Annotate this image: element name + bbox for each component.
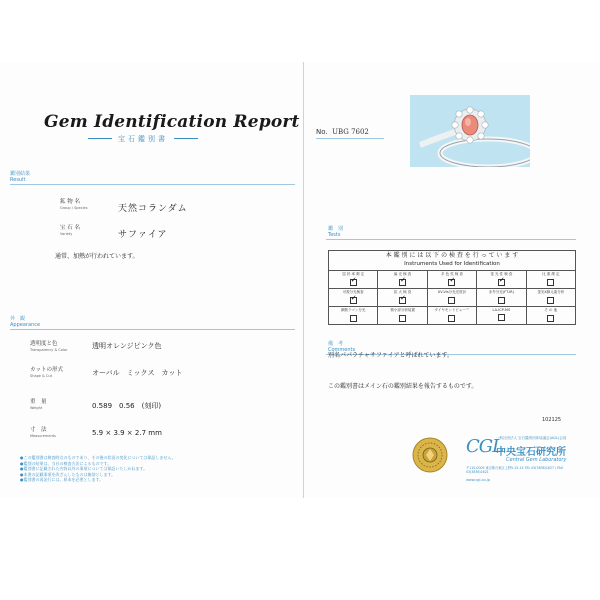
result-divider	[10, 184, 295, 185]
test-checkbox	[350, 279, 357, 286]
test-checkbox	[399, 279, 406, 286]
transparency-label-jp: 透明度と色	[30, 341, 58, 347]
species-value: 天然コランダム	[118, 204, 188, 214]
variety-value: サファイア	[118, 230, 168, 240]
measurements-label-en: Measurements	[30, 434, 56, 438]
report-number-value: UBG 7602	[332, 128, 369, 136]
tests-divider	[326, 239, 576, 240]
measurements-label-jp: 寸 法	[30, 427, 47, 433]
lab-name-jp: 中央宝石研究所	[496, 447, 566, 458]
test-name: 蛍 光 性 検 査	[490, 272, 513, 276]
transparency-label-en: Transparency & Color	[30, 348, 68, 352]
lab-org-line: 一般社団法人 宝石鑑別団体協議会(AGL)会員	[496, 436, 567, 440]
shape-value: オーバル ミックス カット	[92, 369, 183, 377]
appearance-section-label	[10, 316, 40, 328]
tests-table	[328, 270, 576, 325]
test-name: 比 重 測 定	[542, 272, 560, 276]
ring-image	[410, 95, 530, 167]
test-cell	[526, 271, 575, 289]
weight-label-jp: 重 量	[30, 399, 47, 405]
weight-label-en: Weight	[30, 406, 43, 410]
appearance-divider	[10, 329, 295, 330]
variety-label-jp: 宝 石 名	[60, 225, 80, 231]
test-name: 蛍光X線元素分析	[537, 290, 565, 294]
report-number-underline	[316, 138, 384, 139]
appearance-label-jp: 外 観	[10, 316, 26, 322]
test-cell	[526, 289, 575, 307]
test-cell	[477, 307, 526, 325]
measurements-value: 5.9 × 3.9 × 2.7 mm	[92, 429, 162, 437]
test-name: ダイヤモンドビュー™	[434, 308, 470, 312]
test-checkbox	[547, 297, 554, 304]
test-cell	[329, 307, 378, 325]
disclaimer-note: ●鑑別の結果は、当社の検査方法によるものです。	[20, 460, 112, 466]
tests-table-header	[328, 250, 576, 271]
test-cell	[329, 271, 378, 289]
test-checkbox	[498, 279, 505, 286]
gold-seal	[412, 437, 448, 473]
comment-alias: 別名パパラチャサファイアと呼ばれています。	[328, 352, 454, 359]
comments-label-en: Comments	[328, 347, 356, 353]
test-name: 顕微ラマン分光	[340, 308, 366, 312]
result-label-jp: 鑑別結果	[10, 171, 31, 177]
test-checkbox	[547, 315, 554, 322]
comments-label-jp: 備 考	[328, 341, 344, 347]
treatment-text: 通常、加熱が行われています。	[55, 253, 139, 260]
disclaimer-note: ●本書の記載事項を改ざんしたものは無効とします。	[20, 471, 116, 477]
test-checkbox	[498, 297, 505, 304]
test-name: 拡 大 検 査	[393, 290, 412, 294]
seal-icon	[412, 437, 448, 473]
tests-section-label	[328, 226, 343, 238]
test-cell	[329, 289, 378, 307]
disclaimer-note: ●この鑑別書は検査時点のものであり、その後の状況の変化については保証しません。	[20, 455, 176, 460]
tests-header-jp: 本 鑑 別 に は 以 下 の 検 査 を 行 っ て い ま す	[385, 252, 519, 259]
weight-label	[30, 399, 47, 411]
test-checkbox	[547, 279, 554, 286]
test-cell	[378, 289, 427, 307]
table-row	[329, 289, 576, 307]
result-section-label	[10, 171, 30, 183]
tests-label-jp: 鑑 別	[328, 226, 344, 232]
test-cell	[526, 307, 575, 325]
shape-label	[30, 367, 63, 379]
result-label-en: Result	[10, 177, 26, 183]
test-cell	[427, 271, 476, 289]
transparency-value: 透明オレンジピンク色	[92, 342, 162, 350]
lab-logo: CGL	[466, 436, 504, 457]
test-cell	[378, 271, 427, 289]
test-name: 赤外分光(FT-IR)	[488, 290, 514, 294]
test-checkbox	[399, 315, 406, 322]
test-name: 微小部分析装置	[390, 308, 415, 312]
report-number-label: No.	[316, 128, 328, 136]
comment-main-stone: この鑑別書はメイン石の鑑別結果を報告するものです。	[328, 383, 478, 390]
report-number	[316, 128, 369, 136]
variety-label-en: Variety	[60, 232, 73, 236]
report-subtitle: 宝石鑑別書	[118, 135, 168, 143]
shape-label-en: Shape & Cut	[30, 374, 52, 378]
appearance-label-en: Appearance	[10, 322, 41, 328]
lab-name-en: Central Gem Laboratory	[506, 457, 567, 463]
test-checkbox	[498, 314, 505, 321]
test-name: LA-ICP-MS	[492, 308, 511, 312]
weight-value: 0.589 0.56 (刻印)	[92, 402, 162, 410]
serial-number: 102125	[542, 417, 562, 423]
ring-photo	[410, 95, 530, 167]
disclaimer-note: ●鑑別書に記載された内容以外の事項については保証いたしかねます。	[20, 466, 148, 471]
test-name: 多 色 性 検 査	[441, 272, 463, 276]
test-cell	[477, 289, 526, 307]
transparency-label	[30, 341, 67, 353]
species-label	[60, 199, 88, 211]
test-cell	[427, 307, 476, 325]
tests-header-en: Instruments Used for Identification	[404, 261, 500, 267]
tests-label-en: Tests	[328, 232, 341, 238]
test-checkbox	[350, 297, 357, 304]
test-checkbox	[448, 279, 455, 286]
table-row	[329, 307, 576, 325]
test-name: 偏 光 検 査	[393, 272, 412, 276]
test-name: UV-Vis分光光度計	[437, 290, 467, 294]
test-cell	[427, 289, 476, 307]
shape-label-jp: カットの形式	[30, 367, 63, 373]
disclaimer-note: ●鑑別書の再発行には、原本を必要とします。	[20, 477, 104, 482]
test-name: そ の 他	[544, 308, 558, 312]
species-label-jp: 鉱 物 名	[60, 199, 80, 205]
test-cell	[477, 271, 526, 289]
report-title: Gem Identification Report	[44, 112, 300, 132]
test-name: 可視分光検査	[342, 290, 364, 294]
test-cell	[378, 307, 427, 325]
lab-address: 〒110-0005 東京都台東区上野5-15-14 TEL 03(3836)1627 / FAX 03(3836)1621	[466, 466, 564, 474]
test-checkbox	[399, 297, 406, 304]
species-label-en: Group / Species	[60, 206, 88, 210]
test-checkbox	[350, 315, 357, 322]
variety-label	[60, 225, 80, 237]
test-checkbox	[448, 297, 455, 304]
lab-url: www.cgl.co.jp	[466, 478, 490, 482]
test-name: 屈 折 率 測 定	[342, 272, 365, 276]
measurements-label	[30, 427, 56, 439]
disclaimer-notes	[20, 455, 296, 483]
table-row	[329, 271, 576, 289]
test-checkbox	[448, 315, 455, 322]
